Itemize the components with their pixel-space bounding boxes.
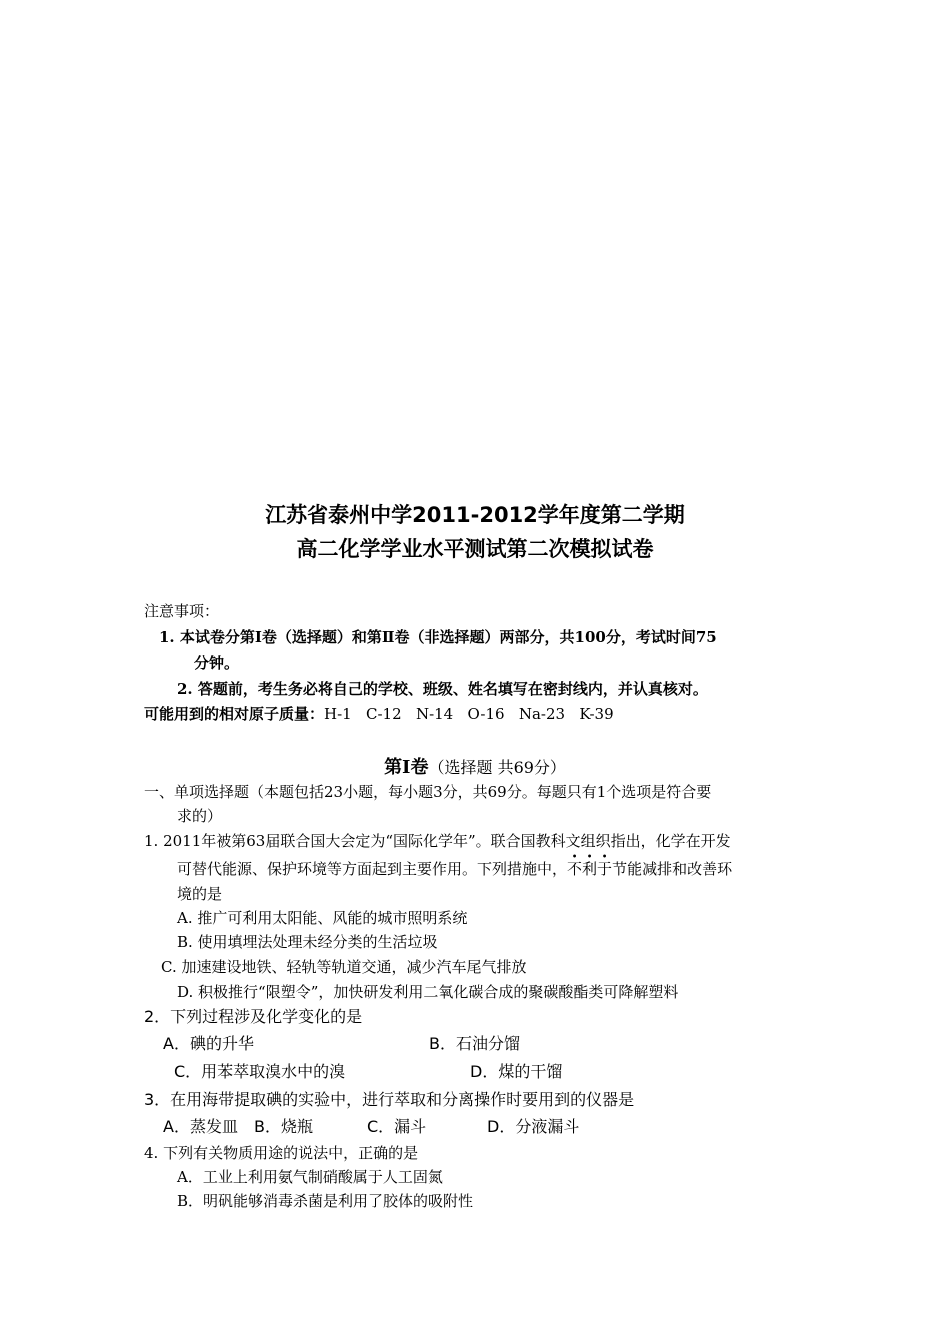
q4-option-a: A．工业上利用氨气制硝酸属于人工固氮 [177, 1168, 443, 1186]
q3-option-c: C．漏斗 [367, 1117, 427, 1136]
q3-option-d: D．分液漏斗 [487, 1117, 580, 1136]
notice-item1-line2: 分钟。 [194, 654, 240, 672]
q1-stem-line2-pre: 可替代能源、保护环境等方面起到主要作用。下列措施中， [177, 860, 568, 878]
q2-option-b: B．石油分馏 [429, 1034, 520, 1053]
q1-emphasis-char-2: • 利 [582, 852, 598, 878]
atomic-mass-values: H-1 C-12 N-14 O-16 Na-23 K-39 [324, 705, 614, 723]
atomic-mass-line [144, 704, 614, 724]
section1-title [0, 757, 950, 779]
document-title-line1: 江苏省泰州中学2011-2012学年度第二学期 [265, 503, 685, 527]
q3-stem: 3．在用海带提取碘的实验中，进行萃取和分离操作时要用到的仪器是 [144, 1090, 635, 1109]
q1-emphasis-char-3: • 于 [597, 852, 613, 878]
q3-option-b: B．烧瓶 [254, 1117, 313, 1136]
q2-option-a: A．碘的升华 [163, 1034, 254, 1053]
q1-stem-line3: 境的是 [177, 885, 223, 903]
notice-item1-line1: 1. 本试卷分第Ⅰ卷（选择题）和第Ⅱ卷（非选择题）两部分，共100分，考试时间75 [159, 628, 717, 646]
section1-intro-line1: 一、单项选择题（本题包括23小题，每小题3分，共69分。每题只有1个选项是符合要 [144, 783, 712, 801]
notice-item2: 2. 答题前，考生务必将自己的学校、班级、姓名填写在密封线内，并认真核对。 [177, 680, 708, 698]
q2-option-c: C．用苯萃取溴水中的溴 [174, 1062, 346, 1081]
q4-stem: 4. 下列有关物质用途的说法中，正确的是 [144, 1144, 419, 1162]
notice-heading: 注意事项： [144, 602, 220, 620]
q1-stem-line1: 1. 2011年被第63届联合国大会定为“国际化学年”。联合国教科文组织指出，化学在开发 [144, 832, 731, 850]
atomic-mass-label: 可能用到的相对原子质量： [144, 705, 325, 723]
q4-option-b: B．明矾能够消毒杀菌是利用了胶体的吸附性 [177, 1192, 474, 1210]
q2-option-d: D．煤的干馏 [470, 1062, 563, 1081]
q1-option-b: B. 使用填埋法处理未经分类的生活垃圾 [177, 933, 438, 951]
q2-stem: 2．下列过程涉及化学变化的是 [144, 1007, 363, 1026]
q1-stem-line2 [177, 852, 733, 879]
q1-option-d: D. 积极推行“限塑令”，加快研发利用二氧化碳合成的聚碳酸酯类可降解塑料 [177, 983, 679, 1001]
q1-stem-line2-post: 节能减排和改善环 [612, 860, 733, 878]
q3-option-a: A．蒸发皿 [163, 1117, 238, 1136]
q1-emphasis-char-1: • 不 [567, 852, 583, 878]
section1-intro-line2: 求的） [177, 807, 223, 825]
q1-option-a: A. 推广可利用太阳能、风能的城市照明系统 [177, 909, 468, 927]
section1-title-rest: （选择题 共69分） [428, 758, 566, 777]
section1-title-strong: 第Ⅰ卷 [384, 757, 429, 778]
document-title-line2: 高二化学学业水平测试第二次模拟试卷 [296, 537, 654, 561]
q1-option-c: C. 加速建设地铁、轻轨等轨道交通，减少汽车尾气排放 [161, 958, 527, 976]
